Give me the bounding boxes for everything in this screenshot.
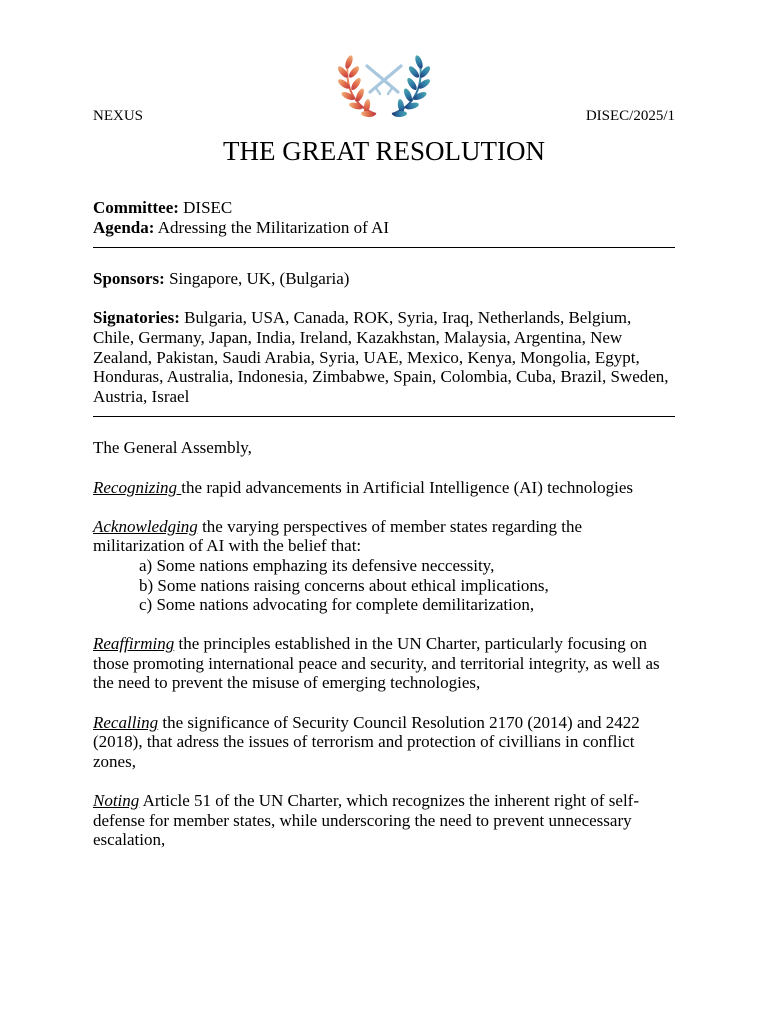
operative-verb: Acknowledging bbox=[93, 516, 198, 536]
preambular-clause bbox=[93, 634, 675, 693]
committee-value: DISEC bbox=[178, 198, 233, 217]
operative-verb: Noting bbox=[93, 791, 140, 811]
signatories-label: Signatories: bbox=[93, 308, 180, 328]
agenda-label: Agenda: bbox=[93, 217, 155, 237]
preambular-clause bbox=[93, 791, 675, 850]
opening-line: The General Assembly, bbox=[93, 438, 252, 458]
preambular-clause bbox=[93, 713, 675, 772]
document-body bbox=[93, 198, 675, 850]
clause-text: the rapid advancements in Artificial Intelligence (AI) technologies bbox=[181, 477, 634, 497]
crossed-rifles-icon bbox=[367, 66, 401, 94]
committee-label: Committee: bbox=[93, 198, 179, 217]
preambular-clause bbox=[93, 517, 675, 556]
signatories-line bbox=[93, 308, 675, 406]
committee-line bbox=[93, 198, 675, 218]
sponsors-line bbox=[93, 269, 675, 289]
left-laurel-icon bbox=[336, 54, 376, 117]
clause-text: the varying perspectives of member states regarding the militarization of AI with the belief that: bbox=[93, 516, 583, 556]
sponsors-value: Singapore, UK, (Bulgaria) bbox=[164, 269, 350, 289]
signatories-value: Bulgaria, USA, Canada, ROK, Syria, Iraq, Netherlands, Belgium, Chile, Germany, Japan, India, Ireland, Kazakhstan, Malaysia, Argentina, New Zealand, Pakistan, Saudi Arabia, Syria, UAE, Mexico, Kenya, Mongolia, Egypt, Honduras, Australia, Indonesia, Zimbabwe, Spain, Colombia, Cuba, Brazil, Sweden, Austria, Israel bbox=[93, 308, 669, 406]
preambular-clause bbox=[93, 478, 675, 498]
document-title: THE GREAT RESOLUTION bbox=[223, 136, 545, 166]
header-doc-code: DISEC/2025/1 bbox=[585, 108, 675, 124]
agenda-value: Adressing the Militarization of AI bbox=[154, 217, 390, 237]
clause-text: the significance of Security Council Resolution 2170 (2014) and 2422 (2018), that adress the issues of terrorism and protection of civillians in conflict zones, bbox=[93, 712, 640, 771]
right-laurel-icon bbox=[392, 54, 432, 117]
laurel-crossed-rifles-logo bbox=[336, 48, 432, 120]
sponsors-label: Sponsors: bbox=[93, 269, 165, 289]
operative-verb: Recalling bbox=[93, 712, 159, 732]
operative-verb: Reaffirming bbox=[93, 634, 175, 654]
sub-item: b) Some nations raising concerns about ethical implications, bbox=[139, 575, 549, 595]
header-org: NEXUS bbox=[93, 108, 144, 124]
operative-verb: Recognizing bbox=[93, 477, 182, 497]
clause-text: Article 51 of the UN Charter, which recognizes the inherent right of self-defense for member states, while underscoring the need to prevent unnecessary escalation, bbox=[93, 791, 640, 850]
agenda-line bbox=[93, 218, 675, 238]
sub-item: a) Some nations emphazing its defensive neccessity, bbox=[139, 555, 495, 575]
divider bbox=[93, 247, 675, 248]
clause-text: the principles established in the UN Charter, particularly focusing on those promoting international peace and security, and territorial integrity, as well as the need to prevent the misuse of emerging technologies, bbox=[93, 634, 660, 693]
sub-item: c) Some nations advocating for complete demilitarization, bbox=[139, 595, 535, 615]
divider bbox=[93, 416, 675, 417]
